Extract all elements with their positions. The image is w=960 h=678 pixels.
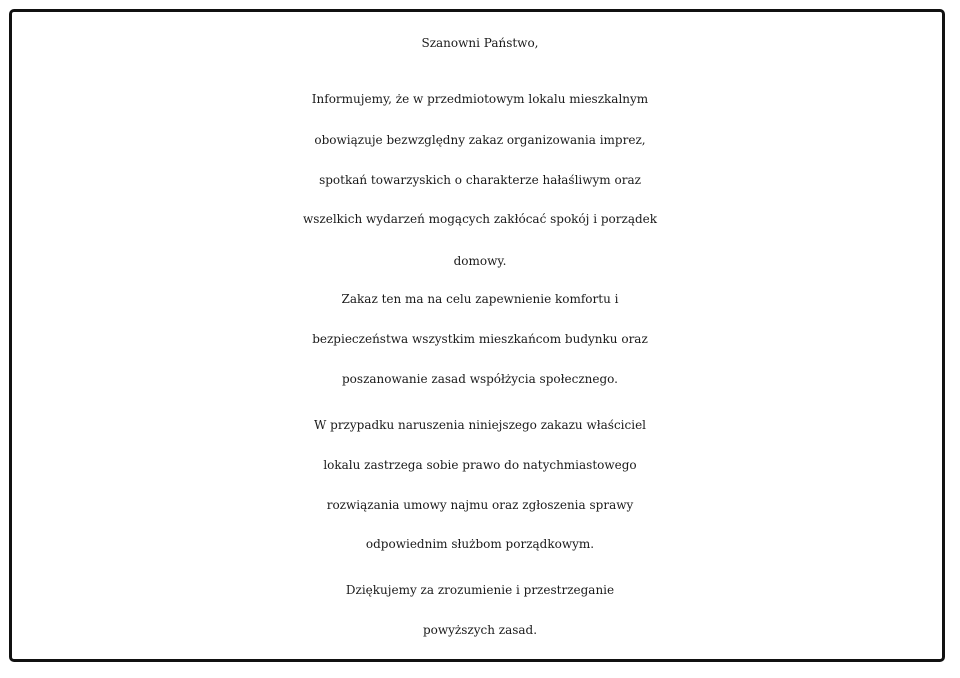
paragraph2-line: bezpieczeństwa wszystkim mieszkańcom budynku oraz	[312, 332, 648, 346]
paragraph1-line: obowiązuje bezwzględny zakaz organizowania imprez,	[314, 133, 646, 147]
closing-line: Dziękujemy za zrozumienie i przestrzeganie	[345, 583, 615, 597]
paragraph1-line: Informujemy, że w przedmiotowym lokalu mieszkalnym	[311, 92, 649, 106]
paragraph1-line: domowy.	[453, 254, 507, 268]
paragraph3-line: W przypadku naruszenia niniejszego zakazu właściciel	[313, 418, 647, 432]
paragraph2-line: Zakaz ten ma na celu zapewnienie komfortu i	[341, 292, 619, 306]
paragraph3-line: lokalu zastrzega sobie prawo do natychmiastowego	[323, 458, 637, 472]
closing-line: powyższych zasad.	[422, 623, 538, 637]
greeting: Szanowni Państwo,	[421, 36, 539, 50]
paragraph3-line: odpowiednim służbom porządkowym.	[365, 537, 595, 551]
paragraph3-line: rozwiązania umowy najmu oraz zgłoszenia sprawy	[326, 498, 634, 512]
paragraph1-line: spotkań towarzyskich o charakterze hałaśliwym oraz	[319, 173, 641, 187]
paragraph1-line: wszelkich wydarzeń mogących zakłócać spokój i porządek	[302, 212, 658, 226]
paragraph2-line: poszanowanie zasad współżycia społecznego.	[342, 372, 618, 386]
